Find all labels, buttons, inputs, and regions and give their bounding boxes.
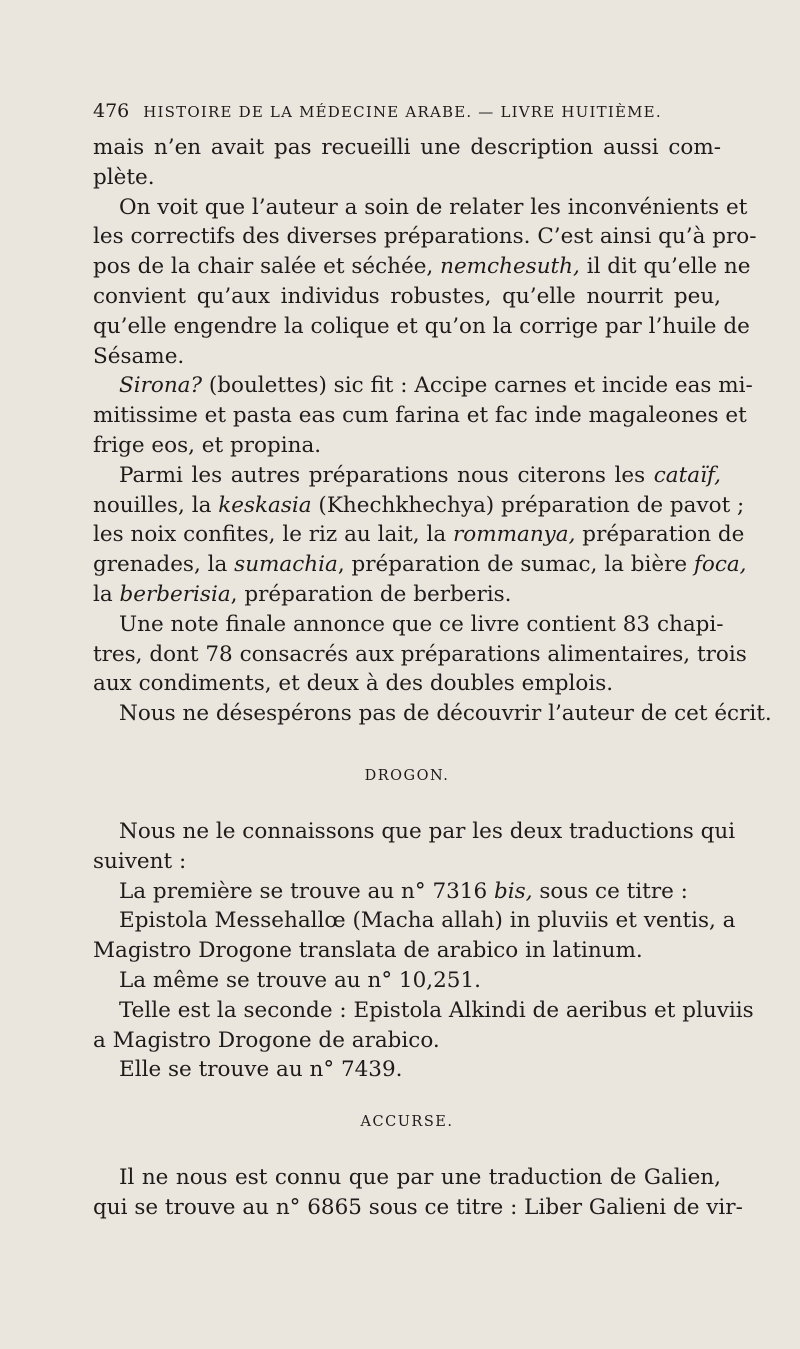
italic-term: rommanya, [453,522,576,548]
text-line: grenades, la sumachia, préparation de sumac, la bière foca, [93,552,747,578]
text-line: Nous ne désespérons pas de découvrir l’auteur de cet écrit. [119,701,772,727]
section-heading-accurse: ACCURSE. [360,1114,454,1131]
text-line: a Magistro Drogone de arabico. [93,1027,440,1053]
text-line: qui se trouve au n° 6865 sous ce titre : Liber Galieni de vir- [93,1194,743,1220]
text-line: Il ne nous est connu que par une traduction de Galien, [119,1165,721,1191]
text-line: les noix confites, le riz au lait, la rommanya, préparation de [93,522,745,548]
text-line: Elle se trouve au n° 7439. [119,1057,403,1083]
text-line: Sésame. [93,343,185,369]
text-line: qu’elle engendre la colique et qu’on la corrige par l’huile de [93,313,750,339]
italic-term: bis, [494,878,533,904]
italic-term: foca, [693,552,747,578]
text-line: pos de la chair salée et séchée, nemchesuth, il dit qu’elle ne [93,254,751,280]
section-gap [93,1085,721,1107]
text-line: plète. [93,164,155,190]
text-line: les correctifs des diverses préparations. C’est ainsi qu’à pro- [93,224,757,250]
text-line: La première se trouve au n° 7316 bis, sous ce titre : [119,878,688,904]
italic-term: cataïf, [653,462,721,488]
text-line: mais n’en avait pas recueilli une description aussi com- [93,135,721,160]
text-line: La même se trouve au n° 10,251. [119,967,481,993]
text-line: On voit que l’auteur a soin de relater les inconvénients et [119,194,748,220]
text-line: Parmi les autres préparations nous citerons les cataïf, [119,462,721,488]
italic-term: nemchesuth, [440,254,580,280]
page-number: 476 [93,100,130,122]
running-title: HISTOIRE DE LA MÉDECINE ARABE. — LIVRE HUITIÈME. [143,103,662,121]
italic-term: Sirona? [119,373,203,399]
text-line: Magistro Drogone translata de arabico in latinum. [93,938,643,964]
italic-term: keskasia [218,492,312,518]
text-line: Epistola Messehallœ (Macha allah) in pluviis et ventis, a [119,908,736,934]
text-line: convient qu’aux individus robustes, qu’elle nourrit peu, [93,283,721,309]
running-header [93,100,718,122]
text-line: Telle est la seconde : Epistola Alkindi de aeribus et pluviis [119,997,754,1023]
text-line: la berberisia, préparation de berberis. [93,581,512,607]
text-line: aux condiments, et deux à des doubles emplois. [93,671,614,697]
text-line: Sirona? (boulettes) sic fit : Accipe carnes et incide eas mi- [119,373,753,399]
italic-term: sumachia [234,552,338,578]
text-line: nouilles, la keskasia (Khechkhechya) préparation de pavot ; [93,492,745,518]
text-line: frige eos, et propina. [93,432,322,458]
text-line: mitissime et pasta eas cum farina et fac inde magaleones et [93,403,747,429]
italic-term: berberisia [119,581,231,607]
text-line: Nous ne le connaissons que par les deux traductions qui [119,818,736,844]
section-heading-drogon: DROGON. [364,767,450,784]
text-line: suivent : [93,848,187,874]
section-gap [93,1137,721,1163]
section-gap [93,729,721,761]
text-line: tres, dont 78 consacrés aux préparations alimentaires, trois [93,641,747,667]
section-gap [93,791,721,817]
page-body [93,133,772,1223]
text-line: Une note finale annonce que ce livre contient 83 chapi- [119,611,724,637]
